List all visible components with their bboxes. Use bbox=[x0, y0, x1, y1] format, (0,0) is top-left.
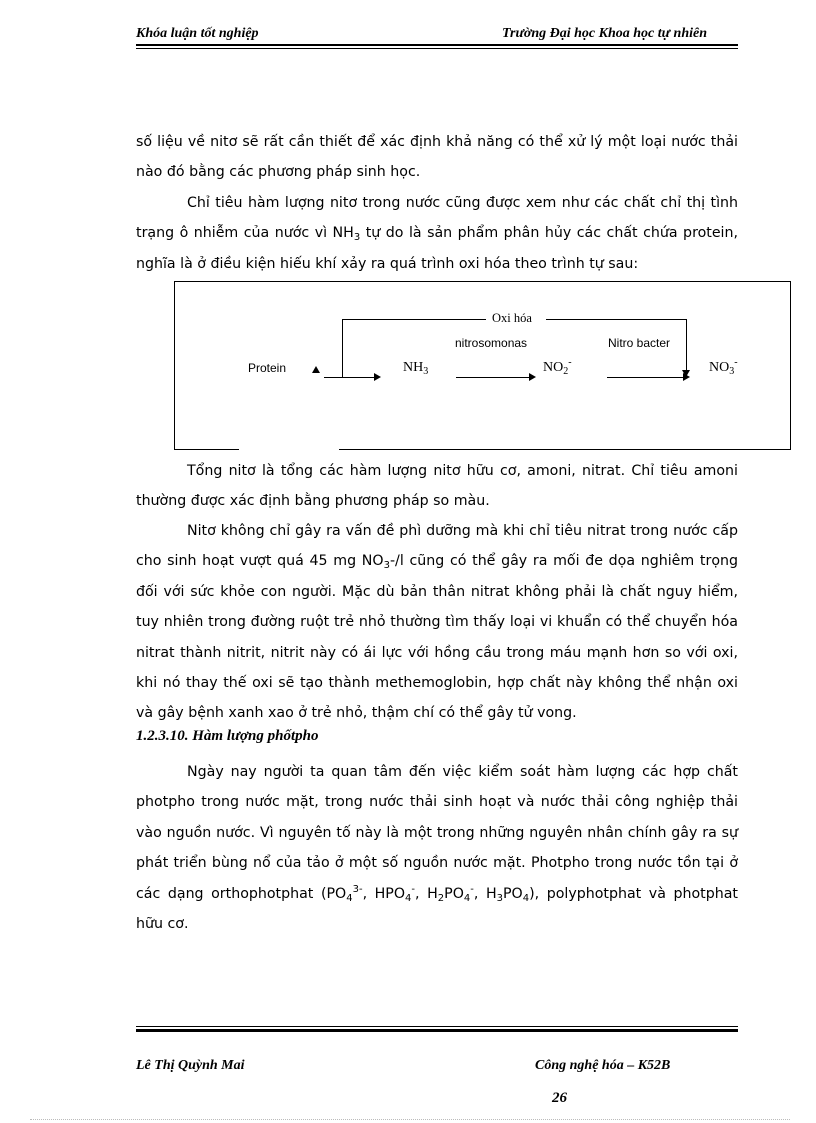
oxidation-label: Oxi hóa bbox=[492, 311, 532, 325]
header-left-title: Khóa luận tốt nghiệp bbox=[136, 26, 259, 41]
bracket-right-vertical bbox=[686, 319, 687, 371]
paragraph-2: Chỉ tiêu hàm lượng nitơ trong nước cũng được xem như các chất chỉ thị tình trạng ô nhiễm của nước vì $NH_3$ tự do là sản phẩm phân hủy các chất chứa protein, nghĩa là ở điều kiện hiếu khí xảy ra quá trình oxi hóa theo trình tự sau: bbox=[136, 195, 739, 272]
paragraph-5: Ngày nay người ta quan tâm đến việc kiểm soát hàm lượng các hợp chất photpho trong nước mặt, trong nước thải sinh hoạt và nước thải công nghiệp thải vào nguồn nước. Vì nguyên tố này là một trong những nguyên nhân chính gây ra sự phát triển bùng nổ của tảo ở một số nguồn nước mặt. Photpho trong nước tồn tại ở các dạng orthophotphat ($PO_4^{3-}$, $HPO_4^-$, $H_2PO_4^-$, $H_3PO_4$), polyphotphat và photphat hữu cơ. bbox=[136, 764, 738, 933]
bracket-left-vertical bbox=[342, 319, 343, 377]
nitrosomonas-label: nitrosomonas bbox=[455, 336, 528, 350]
footer-author: Lê Thị Quỳnh Mai bbox=[136, 1058, 245, 1073]
bracket-top-left bbox=[342, 319, 486, 320]
bracket-top-right bbox=[546, 319, 686, 320]
arrow-no2-no3-head bbox=[683, 373, 690, 381]
no3-label: $NO_3^-$ bbox=[709, 357, 738, 377]
header-rule-thin bbox=[136, 48, 738, 49]
nitrobacter-label: Nitro bacter bbox=[608, 336, 671, 350]
arrow-nh3-no2-line bbox=[456, 377, 531, 378]
diagram-border-top bbox=[174, 281, 791, 282]
paragraph-1: số liệu về nitơ sẽ rất cần thiết để xác định khả năng có thể xử lý một loại nước thải nào đó bằng các phương pháp sinh học. bbox=[136, 134, 738, 181]
page-edge-dotted-line bbox=[30, 1119, 790, 1120]
diagram-border-bottom-right bbox=[339, 449, 791, 450]
footer-class: Công nghệ hóa – K52B bbox=[535, 1058, 671, 1073]
nh3-label: $NH_3$ bbox=[403, 360, 429, 377]
section-heading: 1.2.3.10. Hàm lượng phốtpho bbox=[136, 728, 319, 744]
nitrification-diagram bbox=[174, 281, 791, 451]
footer-rule bbox=[136, 1029, 738, 1032]
paragraph-3: Tổng nitơ là tổng các hàm lượng nitơ hữu cơ, amoni, nitrat. Chỉ tiêu amoni thường được xác định bằng phương pháp so màu. bbox=[136, 463, 738, 510]
diagram-border-bottom-left bbox=[174, 449, 239, 450]
arrow-no2-no3-line bbox=[607, 377, 685, 378]
header-rule bbox=[136, 44, 738, 46]
diagram-border-right bbox=[790, 281, 791, 450]
page-number: 26 bbox=[552, 1090, 567, 1106]
footer-rule-thin bbox=[136, 1026, 738, 1027]
diagram-border-left bbox=[174, 281, 175, 450]
header-right-title: Trường Đại học Khoa học tự nhiên bbox=[501, 26, 707, 41]
triangle-marker-icon bbox=[312, 366, 320, 373]
no2-label: $NO_2^-$ bbox=[543, 357, 572, 377]
arrow-protein-nh3-line bbox=[324, 377, 376, 378]
protein-label: Protein bbox=[248, 361, 287, 375]
arrow-nh3-no2-head bbox=[529, 373, 536, 381]
arrow-protein-nh3-head bbox=[374, 373, 381, 381]
paragraph-4: Nitơ không chỉ gây ra vấn đề phì dưỡng mà khi chỉ tiêu nitrat trong nước cấp cho sinh hoạt vượt quá 45 mg $NO_3-/l$ cũng có thể gây ra mối đe dọa nghiêm trọng đối với sức khỏe con người. Mặc dù bản thân nitrat không phải là chất nguy hiểm, tuy nhiên trong đường ruột trẻ nhỏ thường tìm thấy loại vi khuẩn có thể chuyển hóa nitrat thành nitrit, nitrit này có ái lực với hồng cầu trong máu mạnh hơn so với oxi, khi nó thay thế oxi sẽ tạo thành methemoglobin, hợp chất này không thể nhận oxi và gây bệnh xanh xao ở trẻ nhỏ, thậm chí có thể gây tử vong. bbox=[136, 523, 738, 722]
